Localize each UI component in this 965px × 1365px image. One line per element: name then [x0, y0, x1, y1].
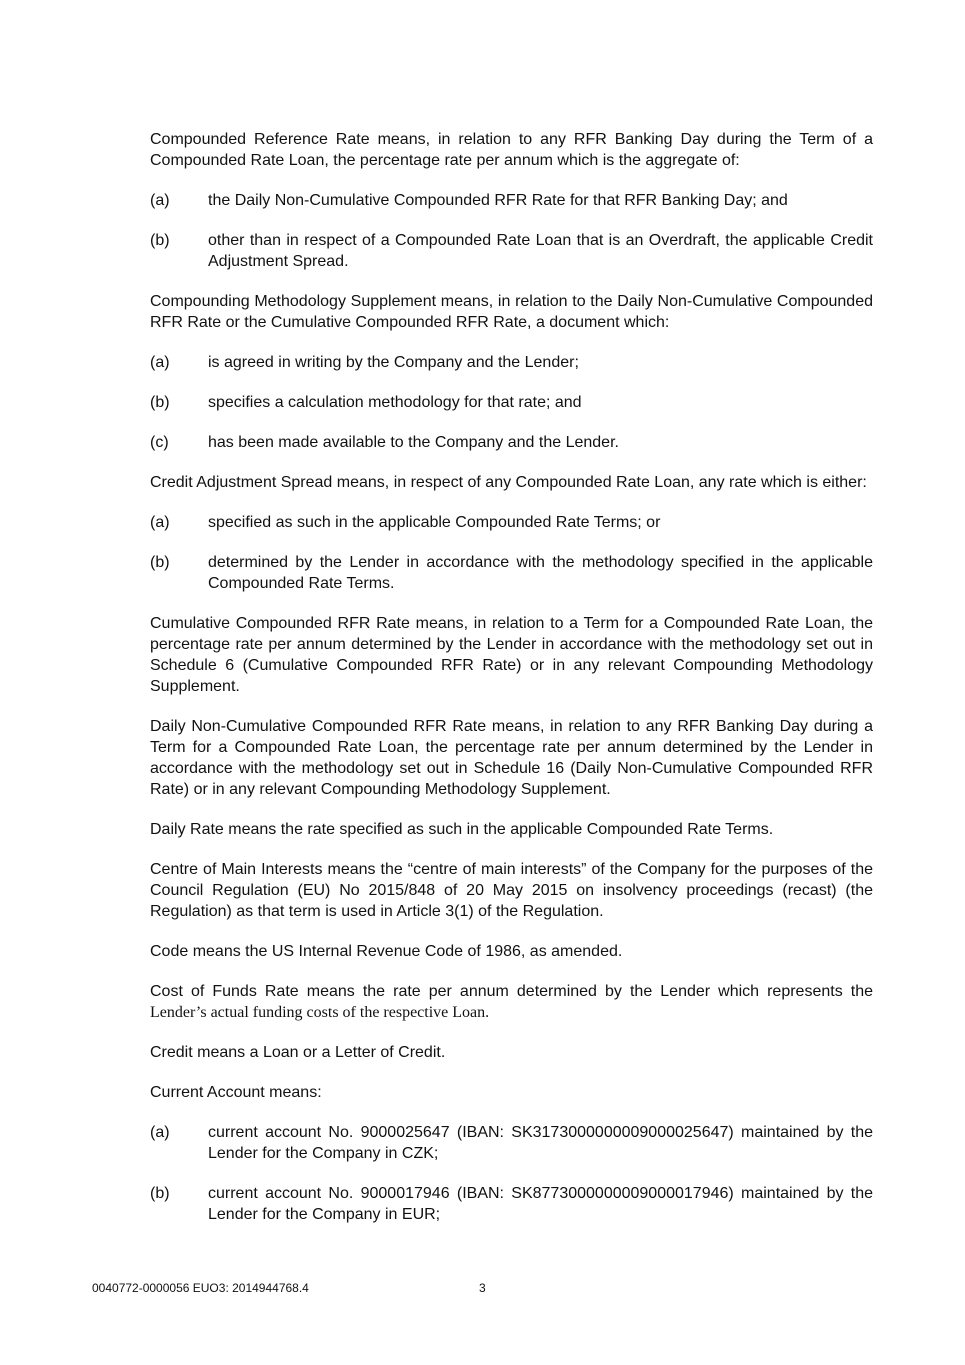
- definition-credit: [150, 1042, 873, 1063]
- definition-cumulative-compounded-rfr-rate: [150, 613, 873, 697]
- list-item: [150, 512, 873, 533]
- definition-daily-rate: [150, 819, 873, 840]
- definition-cost-of-funds-rate: [150, 981, 873, 1023]
- list-item: [150, 230, 873, 272]
- definition-text: means, in relation to any RFR Banking Day during a Term for a Compounded Rate Loan, the percentage rate per annum determined by the Lender in accordance with the methodology set out in Schedule 16 (Daily Non-Cumulative Compounded RFR Rate) or in any relevant Compounding Methodology Supplement.: [150, 718, 873, 798]
- defined-term: Current Account: [150, 1084, 265, 1101]
- list-item-label: (c): [150, 434, 169, 451]
- document-body: [150, 129, 873, 1244]
- defined-term: Compounded Reference Rate: [150, 131, 370, 148]
- definition-code: [150, 941, 873, 962]
- definition-text: means, in relation to a Term for a Compounded Rate Loan, the percentage rate per annum determined by the Lender in accordance with the methodology set out in Schedule 6 (Cumulative Compounded RFR Rate) or in any relevant Compounding Methodology Supplement.: [150, 615, 874, 695]
- list-item-label: (b): [150, 554, 170, 571]
- list-item-text: current account No. 9000025647 (IBAN: SK3173000000009000025647) maintained by the Lender for the Company in CZK;: [208, 1124, 873, 1162]
- definition-text-continued: Lender’s actual funding costs of the respective Loan.: [150, 1004, 490, 1021]
- list-item: [150, 1122, 873, 1164]
- list-item-text: has been made available to the Company and the Lender.: [208, 434, 619, 451]
- list-item: [150, 392, 873, 413]
- list-item-text: determined by the Lender in accordance with the methodology specified in the applicable Compounded Rate Terms.: [208, 554, 873, 592]
- defined-term: Centre of Main Interests: [150, 861, 323, 878]
- defined-term: Credit: [150, 1044, 193, 1061]
- definition-text: means, in respect of any Compounded Rate Loan, any rate which is either:: [332, 474, 867, 491]
- defined-term: Code: [150, 943, 189, 960]
- footer-document-reference: 0040772-0000056 EUO3: 2014944768.4: [92, 1281, 309, 1295]
- list-item: [150, 432, 873, 453]
- list-item-label: (a): [150, 354, 170, 371]
- list-item: [150, 352, 873, 373]
- defined-term: Credit Adjustment Spread: [150, 474, 333, 491]
- list-item-text: other than in respect of a Compounded Rate Loan that is an Overdraft, the applicable Credit Adjustment Spread.: [208, 232, 873, 270]
- definition-text: means, in relation to the Daily Non-Cumulative Compounded RFR Rate or the Cumulative Compounded RFR Rate, a document which:: [150, 293, 873, 331]
- list-item-label: (a): [150, 192, 170, 209]
- list-item-label: (b): [150, 232, 170, 249]
- definition-compounded-reference-rate: [150, 129, 873, 171]
- list-item-label: (a): [150, 514, 170, 531]
- list-item-label: (b): [150, 1185, 170, 1202]
- defined-term: Cumulative Compounded RFR Rate: [150, 615, 410, 632]
- footer-page-number: 3: [479, 1281, 486, 1295]
- definition-text: means the “centre of main interests” of the Company for the purposes of the Council Regulation (EU) No 2015/848 of 20 May 2015 on insolvency proceedings (recast) (the Regulation) as that term is used in Article 3(1) of the Regulation.: [150, 861, 873, 920]
- list-item-text: current account No. 9000017946 (IBAN: SK8773000000009000017946) maintained by the Lender for the Company in EUR;: [208, 1185, 873, 1223]
- list-item-text: is agreed in writing by the Company and the Lender;: [208, 354, 579, 371]
- definition-text: means the US Internal Revenue Code of 1986, as amended.: [188, 943, 623, 960]
- defined-term: Compounding Methodology Supplement: [150, 293, 437, 310]
- definition-text: means the rate specified as such in the applicable Compounded Rate Terms.: [223, 821, 774, 838]
- definition-text: means, in relation to any RFR Banking Day during the Term of a Compounded Rate Loan, the percentage rate per annum which is the aggregate of:: [150, 131, 873, 169]
- list-item-label: (b): [150, 394, 170, 411]
- definition-text: means:: [264, 1084, 322, 1101]
- defined-term: Cost of Funds Rate: [150, 983, 299, 1000]
- list-item-text: the Daily Non-Cumulative Compounded RFR Rate for that RFR Banking Day; and: [208, 192, 788, 209]
- list-item-text: specifies a calculation methodology for that rate; and: [208, 394, 582, 411]
- definition-centre-of-main-interests: [150, 859, 873, 922]
- list-item: [150, 190, 873, 211]
- defined-term: Daily Rate: [150, 821, 224, 838]
- definition-text: means a Loan or a Letter of Credit.: [192, 1044, 446, 1061]
- definition-compounding-methodology-supplement: [150, 291, 873, 333]
- definition-daily-non-cumulative-compounded-rfr-rate: [150, 716, 873, 800]
- list-item: [150, 552, 873, 594]
- defined-term: Daily Non-Cumulative Compounded RFR Rate: [150, 718, 487, 735]
- list-item-text: specified as such in the applicable Compounded Rate Terms; or: [208, 514, 661, 531]
- definition-credit-adjustment-spread: [150, 472, 873, 493]
- definition-current-account: [150, 1082, 873, 1103]
- list-item-label: (a): [150, 1124, 170, 1141]
- list-item: [150, 1183, 873, 1225]
- definition-text: means the rate per annum determined by the Lender which represents the: [298, 983, 874, 1000]
